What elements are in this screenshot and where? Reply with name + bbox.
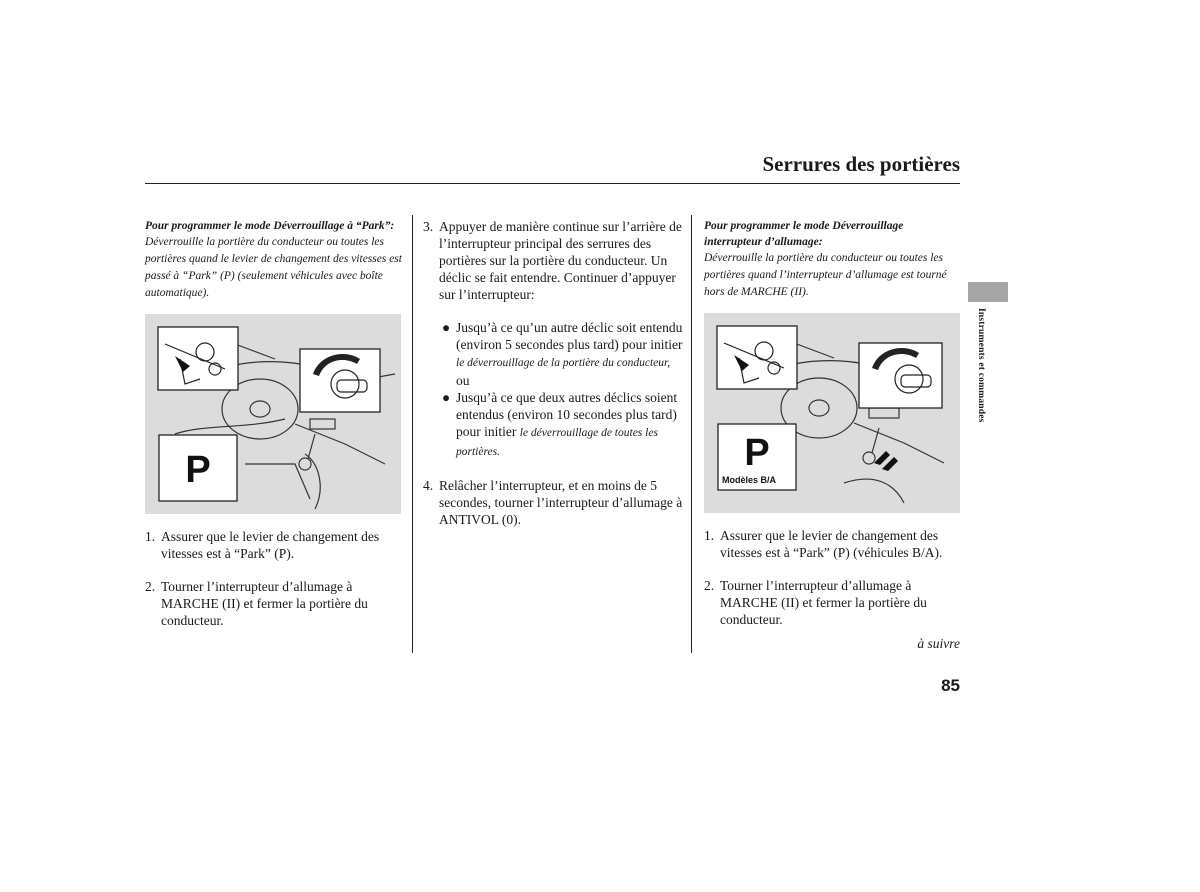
chapter-tab-label: Instruments et commandes	[976, 308, 986, 423]
bullet-text: Jusqu’à ce qu’un autre déclic soit entendu (environ 5 secondes plus tard) pour initier	[456, 320, 683, 352]
dashboard-drawing	[704, 313, 960, 513]
bullet-item	[440, 319, 685, 389]
bullet-italic-text: le déverrouillage de toutes les portières.	[456, 427, 658, 458]
step-text: Appuyer de manière continue sur l’arrière de l’interrupteur principal des serrures des portières sur la portière du conducteur. Un déclic se fait entendre. Continuer d’appuyer sur l’interrupteur:	[439, 219, 682, 302]
step-text: Assurer que le levier de changement des vitesses est à “Park” (P) (véhicules B/A).	[720, 528, 943, 560]
section-description: Déverrouille la portière du conducteur ou toutes les portières quand l’interrupteur d’allumage est tourné hors de MARCHE (II).	[704, 252, 947, 298]
step-3	[423, 218, 685, 303]
ignition-mode-illustration	[704, 313, 960, 513]
step-number: 1.	[704, 528, 715, 543]
park-p-label: P	[744, 432, 770, 474]
step-4	[423, 477, 685, 528]
column-ignition-mode	[704, 218, 958, 628]
column-separator	[412, 215, 413, 653]
step-text: Tourner l’interrupteur d’allumage à MARCHE (II) et fermer la portière du conducteur.	[720, 578, 927, 627]
chapter-tab	[968, 282, 1008, 302]
step-number: 2.	[704, 578, 715, 593]
step-text: Relâcher l’interrupteur, et en moins de 5 secondes, tourner l’interrupteur d’allumage à ANTIVOL (0).	[439, 478, 683, 527]
step-number: 2.	[145, 579, 156, 594]
park-p-label: P	[185, 449, 211, 491]
bullet-text: Jusqu’à ce que deux autres déclics soient entendus (environ 10 secondes plus tard) pour initier	[456, 390, 678, 439]
dashboard-drawing	[145, 314, 401, 514]
bullet-icon: ●	[442, 320, 451, 335]
park-mode-illustration	[145, 314, 401, 514]
column-separator	[691, 215, 692, 653]
step-number: 3.	[423, 219, 434, 234]
page-title: Serrures des portières	[762, 152, 960, 176]
column-park-mode	[145, 218, 403, 629]
illustration-caption: Modèles B/A	[722, 475, 777, 485]
step-number: 4.	[423, 478, 434, 493]
bullet-item	[440, 389, 685, 461]
step-1	[145, 528, 403, 562]
header-rule	[145, 183, 960, 184]
step-1	[704, 527, 958, 561]
bullet-icon: ●	[442, 390, 451, 405]
section-heading: Pour programmer le mode Déverrouillage à “Park”:	[145, 220, 395, 232]
bullet-italic-text: le déverrouillage de la portière du conducteur,	[456, 357, 671, 369]
section-description: Déverrouille la portière du conducteur ou toutes les portières quand le levier de changement des vitesses est passé à “Park” (P) (seulement véhicules avec boîte automatique).	[145, 236, 402, 299]
continued-label: à suivre	[917, 636, 960, 651]
page-number: 85	[941, 676, 960, 695]
step-text: Assurer que le levier de changement des vitesses est à “Park” (P).	[161, 529, 380, 561]
section-heading: Pour programmer le mode Déverrouillage interrupteur d’allumage:	[704, 220, 904, 248]
step-number: 1.	[145, 529, 156, 544]
bullet-tail: ou	[456, 373, 470, 388]
step-2	[145, 578, 403, 629]
step-2	[704, 577, 958, 628]
column-steps	[423, 218, 685, 528]
step-text: Tourner l’interrupteur d’allumage à MARCHE (II) et fermer la portière du conducteur.	[161, 579, 368, 628]
